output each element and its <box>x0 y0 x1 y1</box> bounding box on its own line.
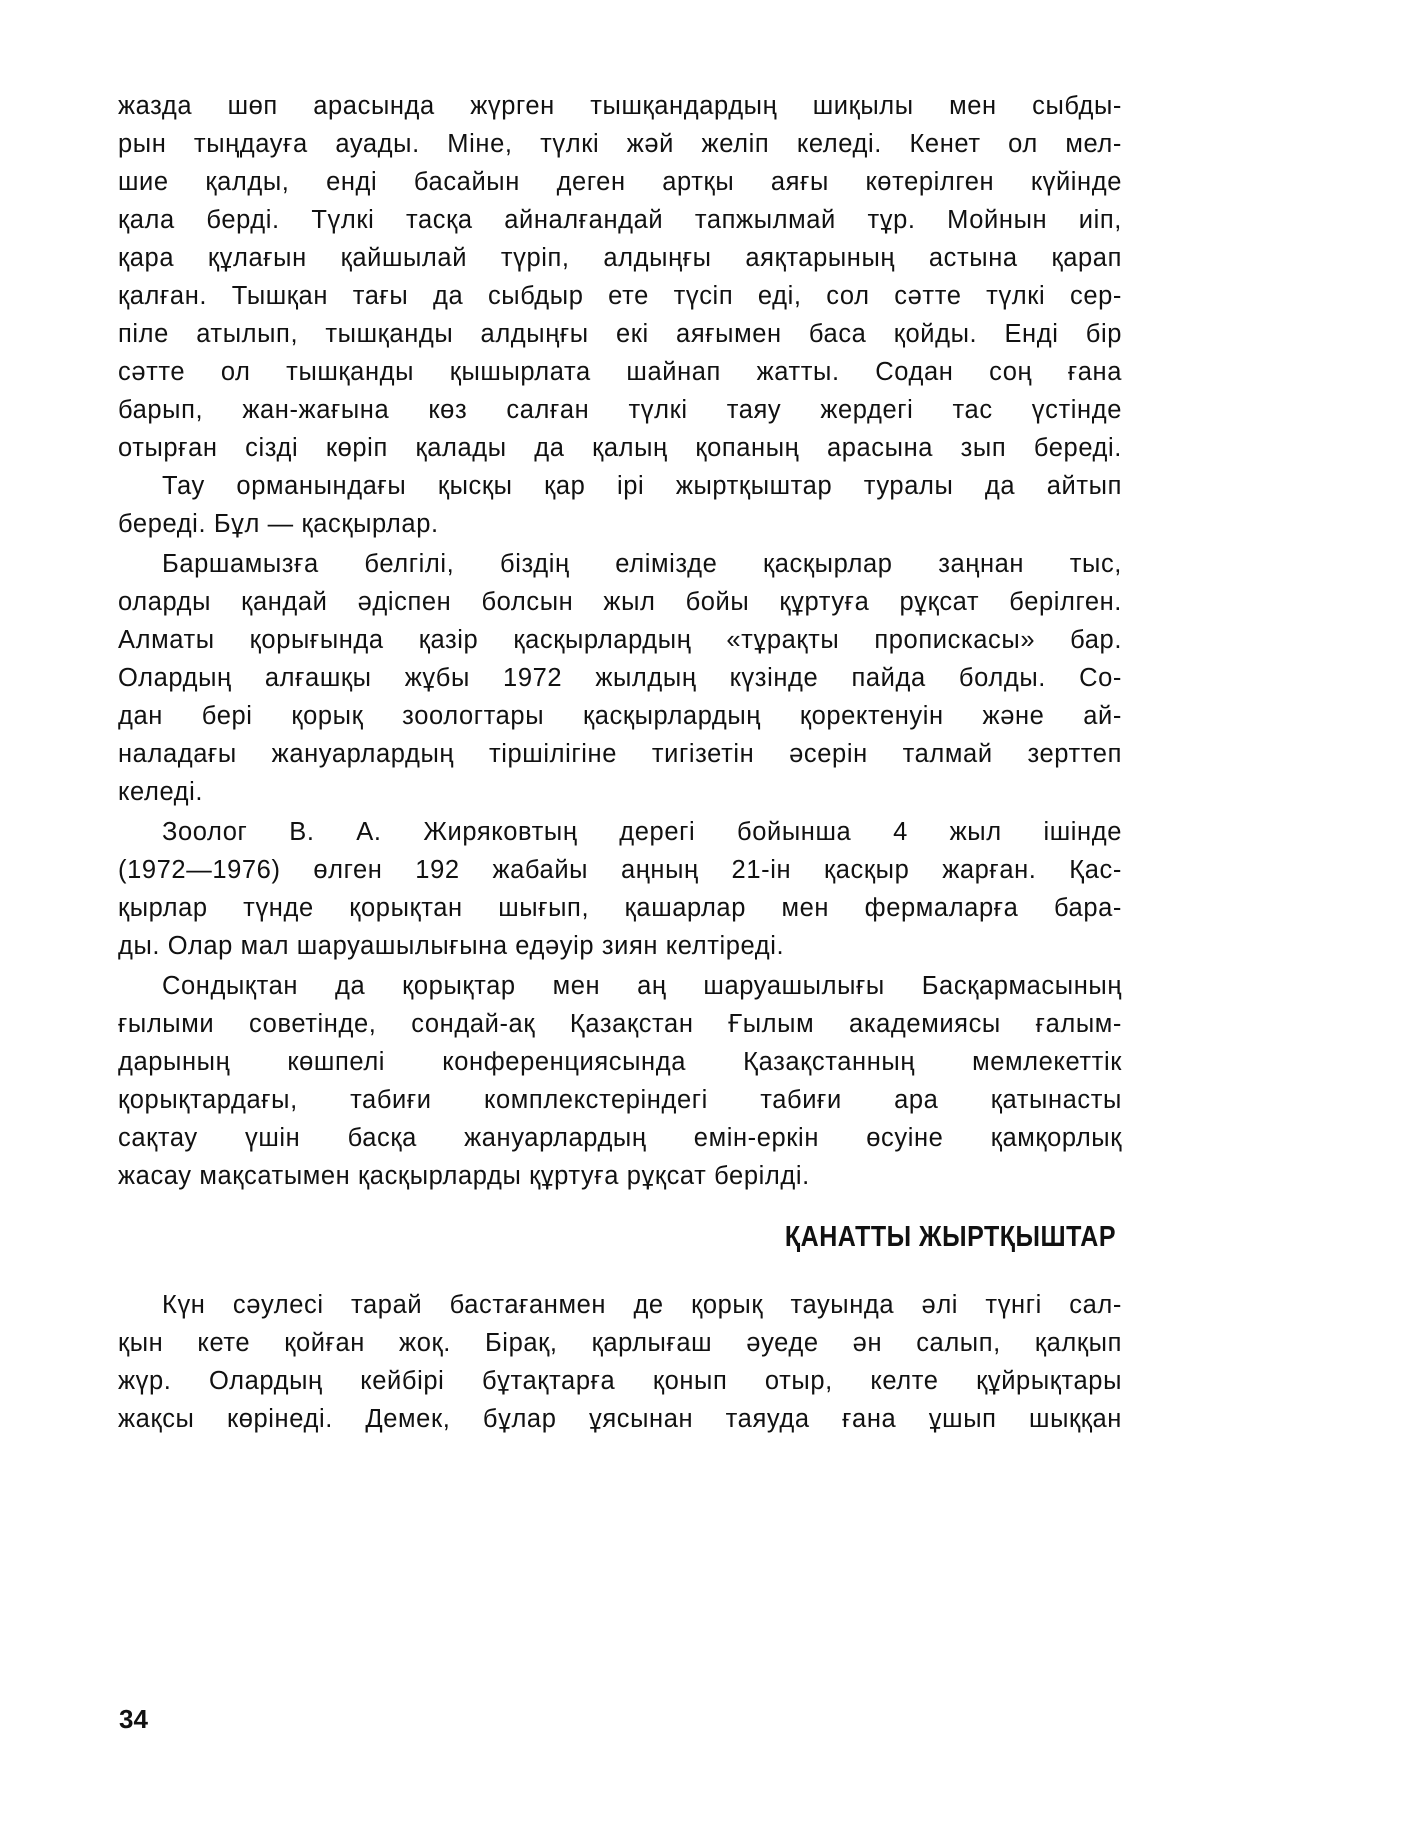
text-line: ды. Олар мал шаруашылығына едәуір зиян келтіреді. <box>118 932 785 960</box>
text-line: рын тыңдауға ауады. Міне, түлкі жәй желіп келеді. Кенет ол мел- <box>118 130 1122 158</box>
text-line: Күн сәулесі тарай бастағанмен де қорық тауында әлі түнгі сал- <box>162 1291 1122 1319</box>
text-line: шие қалды, енді басайын деген артқы аяғы көтерілген күйінде <box>118 168 1122 196</box>
text-line: наладағы жануарлардың тіршілігіне тигізетін әсерін талмай зерттеп <box>118 740 1122 768</box>
text-line: келеді. <box>118 778 204 806</box>
text-line: жүр. Олардың кейбірі бұтақтарға қонып отыр, келте құйрықтары <box>118 1367 1122 1395</box>
text-line: піле атылып, тышқанды алдыңғы екі аяғымен баса қойды. Енді бір <box>118 320 1122 348</box>
text-line: Тау орманындағы қысқы қар ірі жыртқыштар туралы да айтып <box>162 472 1122 500</box>
text-line: қын кете қойған жоқ. Бірақ, қарлығаш әуеде ән салып, қалқып <box>118 1329 1122 1357</box>
text-line: Олардың алғашқы жұбы 1972 жылдың күзінде пайда болды. Со- <box>118 664 1122 692</box>
text-line: сақтау үшін басқа жануарлардың емін-еркін өсуіне қамқорлық <box>118 1124 1122 1152</box>
text-line: дарының көшпелі конференциясында Қазақстанның мемлекеттік <box>118 1048 1122 1076</box>
text-line: Зоолог В. А. Жиряковтың дерегі бойынша 4 жыл ішінде <box>162 818 1122 846</box>
text-line: дан бері қорық зоологтары қасқырлардың қоректенуін және ай- <box>118 702 1122 730</box>
text-line: Алматы қорығында қазір қасқырлардың «тұрақты пропискасы» бар. <box>118 626 1122 654</box>
text-line: қалған. Тышқан тағы да сыбдыр ете түсіп еді, сол сәтте түлкі сер- <box>118 282 1122 310</box>
text-line: қала берді. Түлкі тасқа айналғандай тапжылмай тұр. Мойнын иіп, <box>118 206 1122 234</box>
section-heading: ҚАНАТТЫ ЖЫРТҚЫШТАР <box>784 1220 1116 1254</box>
text-line: қырлар түнде қорықтан шығып, қашарлар мен фермаларға бара- <box>118 894 1122 922</box>
text-line: оларды қандай әдіспен болсын жыл бойы құртуға рұқсат берілген. <box>118 588 1122 616</box>
text-line: Баршамызға белгілі, біздің елімізде қасқырлар заңнан тыс, <box>162 550 1122 578</box>
page-number: 34 <box>119 1704 148 1734</box>
text-line: қорықтардағы, табиғи комплекстеріндегі табиғи ара қатынасты <box>118 1086 1122 1114</box>
text-line: береді. Бұл — қасқырлар. <box>118 510 439 538</box>
text-line: отырған сізді көріп қалады да қалың қопаның арасына зып береді. <box>118 434 1122 462</box>
text-line: ғылыми советінде, сондай-ақ Қазақстан Ғылым академиясы ғалым- <box>118 1010 1122 1038</box>
text-line: жақсы көрінеді. Демек, бұлар ұясынан таяуда ғана ұшып шыққан <box>118 1405 1122 1433</box>
text-line: қара құлағын қайшылай түріп, алдыңғы аяқтарының астына қарап <box>118 244 1122 272</box>
text-line: (1972—1976) өлген 192 жабайы аңның 21-ін қасқыр жарған. Қас- <box>118 856 1122 884</box>
text-line: сәтте ол тышқанды қышырлата шайнап жатты. Содан соң ғана <box>118 358 1122 386</box>
text-line: жасау мақсатымен қасқырларды құртуға рұқсат берілді. <box>118 1162 810 1190</box>
text-line: жазда шөп арасында жүрген тышқандардың шиқылы мен сыбды- <box>118 92 1122 120</box>
text-line: барып, жан-жағына көз салған түлкі таяу жердегі тас үстінде <box>118 396 1122 424</box>
text-line: Сондықтан да қорықтар мен аң шаруашылығы Басқармасының <box>162 972 1122 1000</box>
